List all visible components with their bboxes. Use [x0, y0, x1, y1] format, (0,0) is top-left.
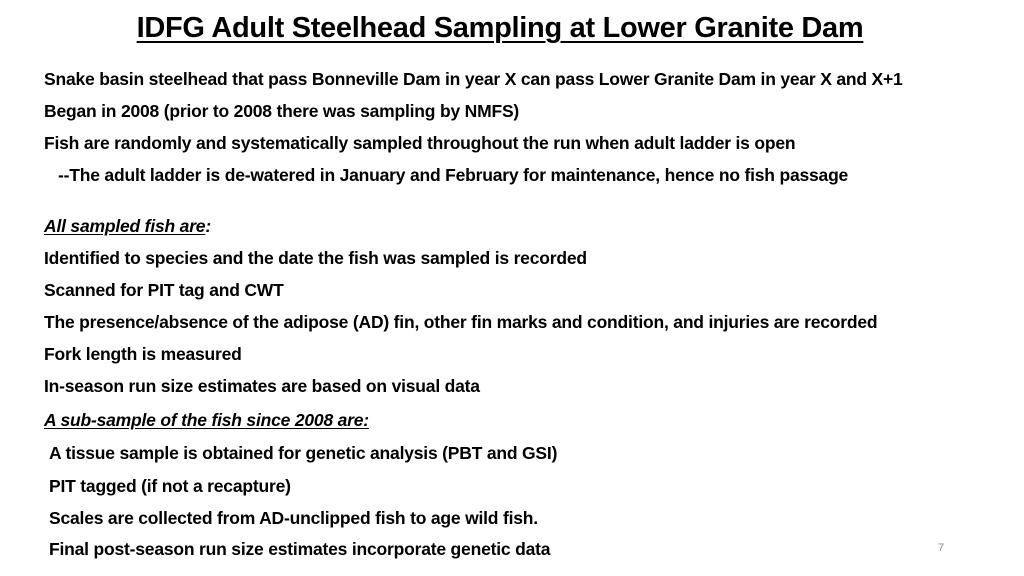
intro-line-3: Fish are randomly and systematically sampled throughout the run when adult ladder is open: [44, 133, 796, 153]
sub-sample-item-4: Final post-season run size estimates incorporate genetic data: [49, 539, 551, 559]
all-sampled-item-2: Scanned for PIT tag and CWT: [44, 280, 284, 300]
all-sampled-heading: All sampled fish are: [44, 216, 206, 236]
sub-sample-item-1: A tissue sample is obtained for genetic analysis (PBT and GSI): [49, 443, 558, 463]
intro-line-1: Snake basin steelhead that pass Bonneville Dam in year X can pass Lower Granite Dam in year X and X+1: [44, 69, 903, 89]
all-sampled-heading-row: [44, 216, 211, 237]
slide-title: IDFG Adult Steelhead Sampling at Lower Granite Dam: [136, 12, 864, 44]
all-sampled-heading-colon: :: [205, 216, 211, 236]
all-sampled-item-1: Identified to species and the date the fish was sampled is recorded: [44, 248, 587, 268]
sub-sample-item-3: Scales are collected from AD-unclipped fish to age wild fish.: [49, 508, 538, 528]
intro-line-2: Began in 2008 (prior to 2008 there was sampling by NMFS): [44, 101, 520, 121]
slide-number: 7: [938, 542, 945, 554]
intro-line-4: --The adult ladder is de-watered in January and February for maintenance, hence no fish passage: [58, 165, 849, 185]
sub-sample-item-2: PIT tagged (if not a recapture): [49, 476, 291, 496]
all-sampled-item-3: The presence/absence of the adipose (AD) fin, other fin marks and condition, and injuries are recorded: [44, 312, 878, 332]
all-sampled-item-5: In-season run size estimates are based on visual data: [44, 376, 480, 396]
sub-sample-heading: A sub-sample of the fish since 2008 are:: [44, 410, 369, 430]
all-sampled-item-4: Fork length is measured: [44, 344, 242, 364]
